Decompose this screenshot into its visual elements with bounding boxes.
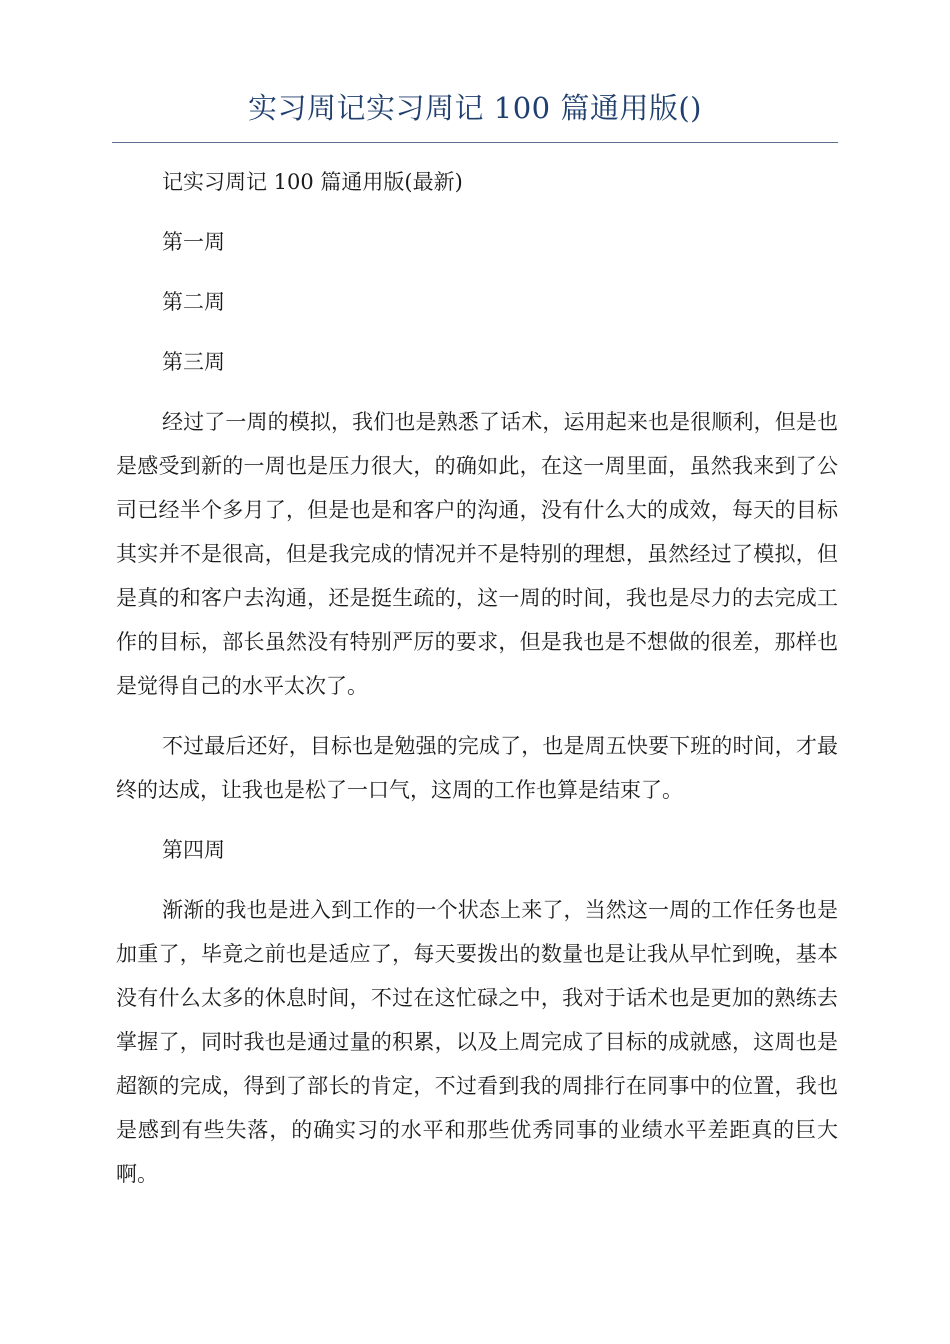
- body-paragraph: 经过了一周的模拟，我们也是熟悉了话术，运用起来也是很顺利，但是也是感受到新的一周也是压力很大，的确如此，在这一周里面，虽然我来到了公司已经半个多月了，但是也是和客户的沟通，没有什么大的成效，每天的目标其实并不是很高，但是我完成的情况并不是特别的理想，虽然经过了模拟，但是真的和客户去沟通，还是挺生疏的，这一周的时间，我也是尽力的去完成工作的目标，部长虽然没有特别严厉的要求，但是我也是不想做的很差，那样也是觉得自己的水平太次了。: [116, 410, 838, 698]
- body-paragraph: 不过最后还好，目标也是勉强的完成了，也是周五快要下班的时间，才最终的达成，让我也是松了一口气，这周的工作也算是结束了。: [116, 734, 838, 802]
- heading-week-1: 第一周: [162, 230, 225, 254]
- heading-week-2: 第二周: [162, 290, 225, 314]
- document-title: 实习周记实习周记 100 篇通用版(): [248, 91, 702, 125]
- body-paragraph: 渐渐的我也是进入到工作的一个状态上来了，当然这一周的工作任务也是加重了，毕竟之前也是适应了，每天要拨出的数量也是让我从早忙到晚，基本没有什么太多的休息时间，不过在这忙碌之中，我对于话术也是更加的熟练去掌握了，同时我也是通过量的积累，以及上周完成了目标的成就感，这周也是超额的完成，得到了部长的肯定，不过看到我的周排行在同事中的位置，我也是感到有些失落，的确实习的水平和那些优秀同事的业绩水平差距真的巨大啊。: [116, 898, 838, 1186]
- heading-week-3: 第三周: [162, 350, 225, 374]
- heading-week-4: 第四周: [162, 838, 225, 862]
- title-divider: [112, 142, 838, 143]
- subtitle-paragraph: 记实习周记 100 篇通用版(最新): [162, 170, 463, 194]
- document-body: [116, 160, 838, 1212]
